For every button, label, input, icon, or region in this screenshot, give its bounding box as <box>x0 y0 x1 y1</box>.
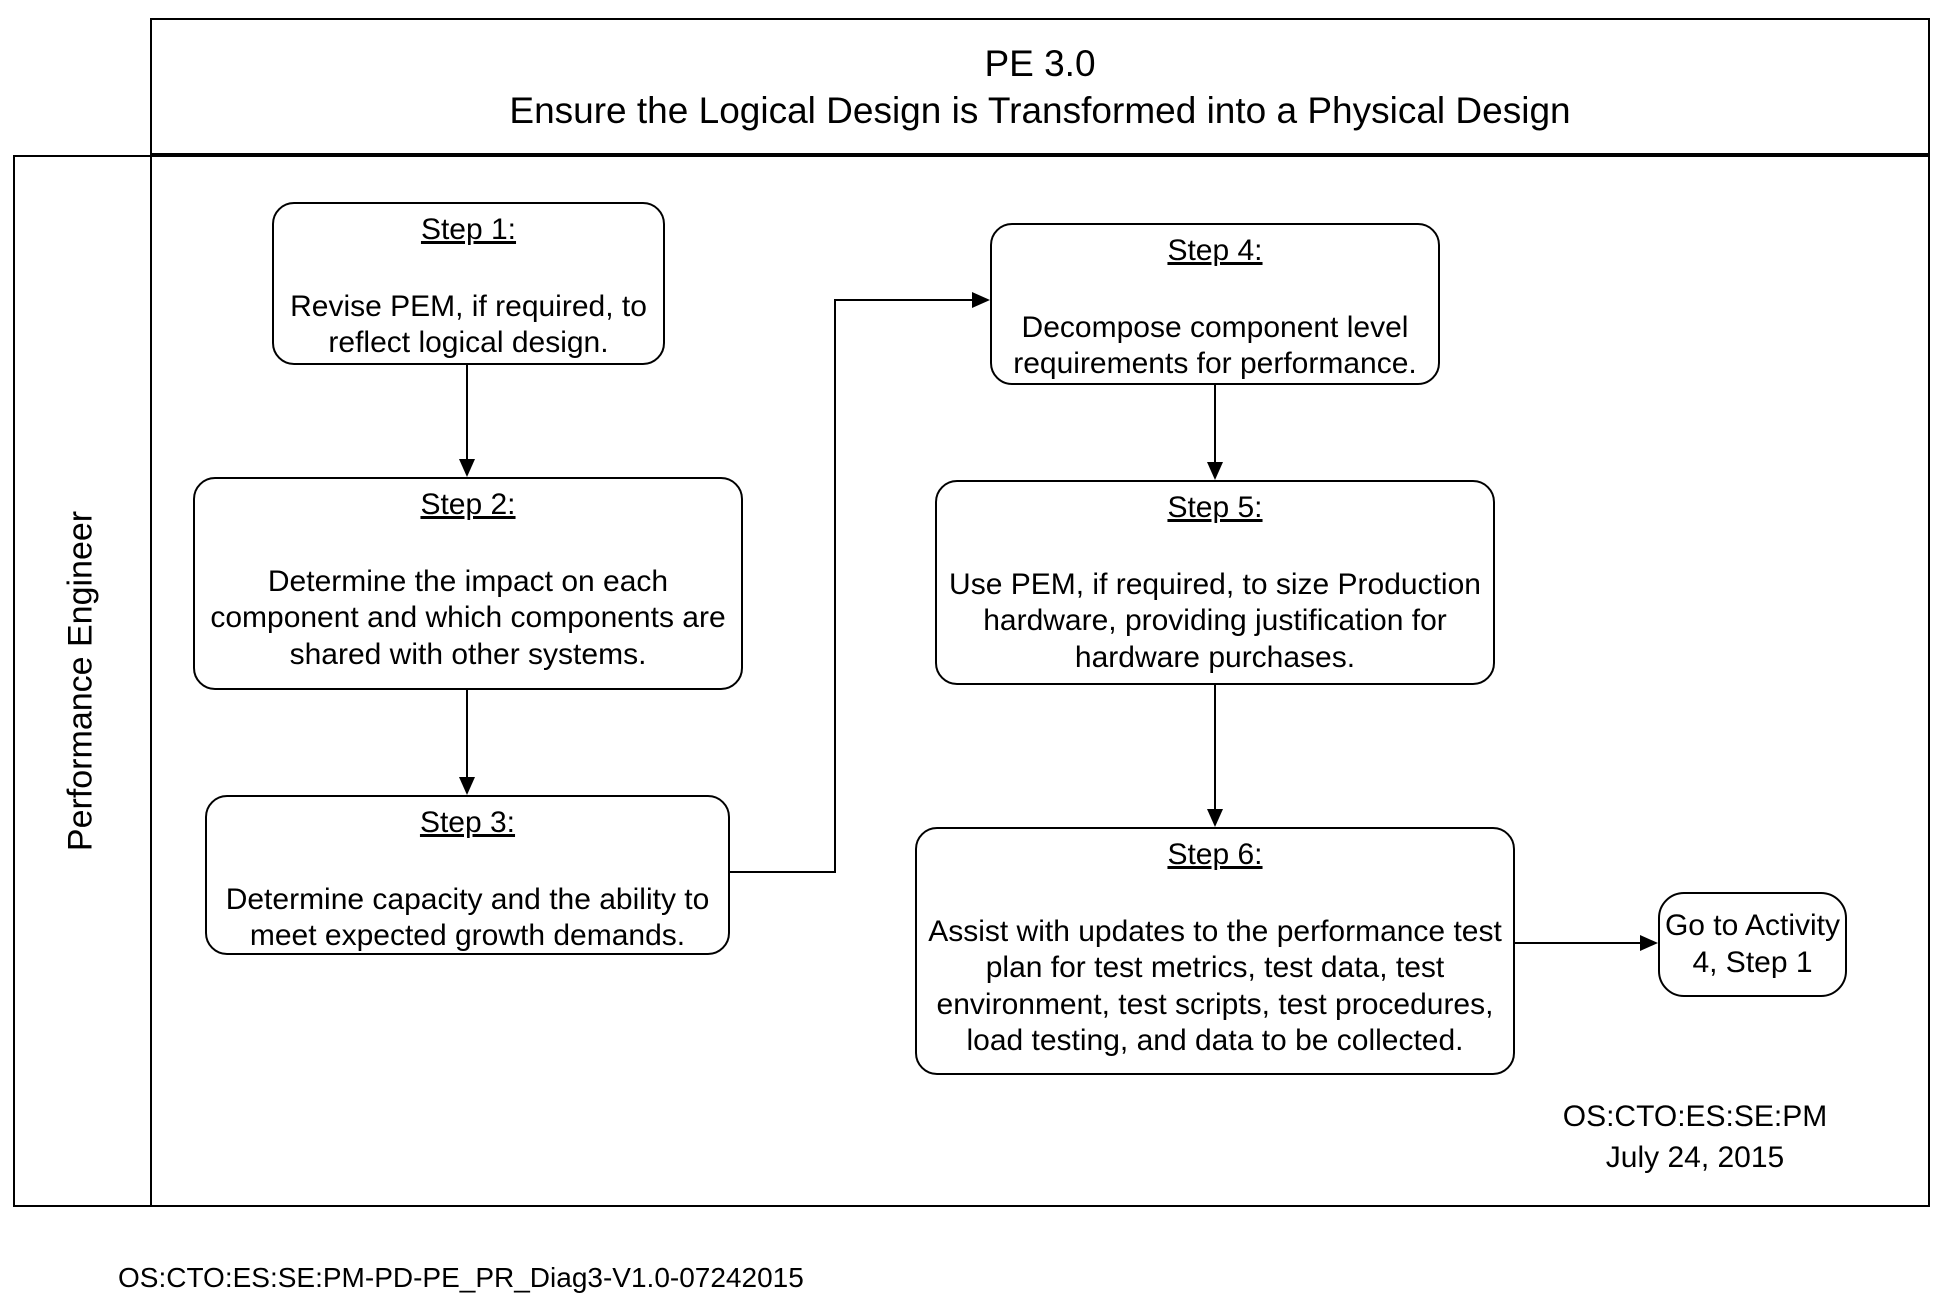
arrow-step1-step2-arrowhead-icon <box>459 459 475 477</box>
goto-activity4-label: Go to Activity 4, Step 1 <box>1664 908 1841 979</box>
step4-box <box>990 223 1440 385</box>
step5-box <box>935 480 1495 685</box>
arrow-step4-step5-arrowhead-icon <box>1207 462 1223 480</box>
step1-header: Step 1: <box>420 213 517 246</box>
step6-body: Assist with updates to the performance test plan for test metrics, test data, test environment, test scripts, test procedures, load testing, and data to be collected. <box>928 914 1502 1058</box>
step2-box <box>193 477 743 690</box>
arrow-step3-step4-segment-bottom <box>730 871 836 873</box>
arrow-step2-step3-shaft <box>466 690 468 777</box>
step5-body: Use PEM, if required, to size Production hardware, providing justification for hardware purchases. <box>949 567 1481 674</box>
step3-box <box>205 795 730 955</box>
arrow-step3-step4-arrowhead-icon <box>972 292 990 308</box>
step1-body: Revise PEM, if required, to reflect logical design. <box>290 289 647 360</box>
arrow-step1-step2-shaft <box>466 365 468 459</box>
step4-header: Step 4: <box>1167 234 1263 267</box>
document-id-footer: OS:CTO:ES:SE:PM-PD-PE_PR_Diag3-V1.0-07242015 <box>118 1262 804 1293</box>
diagram-title-code: PE 3.0 <box>984 42 1096 84</box>
arrow-step2-step3-arrowhead-icon <box>459 777 475 795</box>
arrow-step6-goto-arrowhead-icon <box>1640 935 1658 951</box>
arrow-step3-step4-segment-top <box>834 299 972 301</box>
arrow-step4-step5-shaft <box>1214 385 1216 462</box>
arrow-step5-step6-shaft <box>1214 685 1216 809</box>
step3-header: Step 3: <box>419 806 516 839</box>
step6-header: Step 6: <box>1167 838 1263 871</box>
arrow-step5-step6-arrowhead-icon <box>1207 809 1223 827</box>
goto-activity4-box <box>1658 892 1847 997</box>
arrow-step3-step4-segment-vertical <box>834 299 836 873</box>
step4-body: Decompose component level requirements for performance. <box>1013 310 1417 381</box>
org-date-stamp <box>1540 1096 1850 1178</box>
step3-body: Determine capacity and the ability to meet expected growth demands. <box>225 882 710 953</box>
step2-body: Determine the impact on each component and which components are shared with other systems. <box>210 564 726 671</box>
step5-header: Step 5: <box>1167 491 1263 524</box>
lane-label-performance-engineer: Performance Engineer <box>61 510 100 852</box>
lane-divider-line <box>150 155 152 1207</box>
step2-header: Step 2: <box>420 488 516 521</box>
arrow-step6-goto-shaft <box>1515 942 1640 944</box>
title-box <box>150 18 1930 155</box>
stamp-date: July 24, 2015 <box>1605 1141 1785 1174</box>
step6-box <box>915 827 1515 1075</box>
step1-box <box>272 202 665 365</box>
diagram-title-text: Ensure the Logical Design is Transformed into a Physical Design <box>509 89 1571 131</box>
org-code: OS:CTO:ES:SE:PM <box>1562 1100 1828 1133</box>
